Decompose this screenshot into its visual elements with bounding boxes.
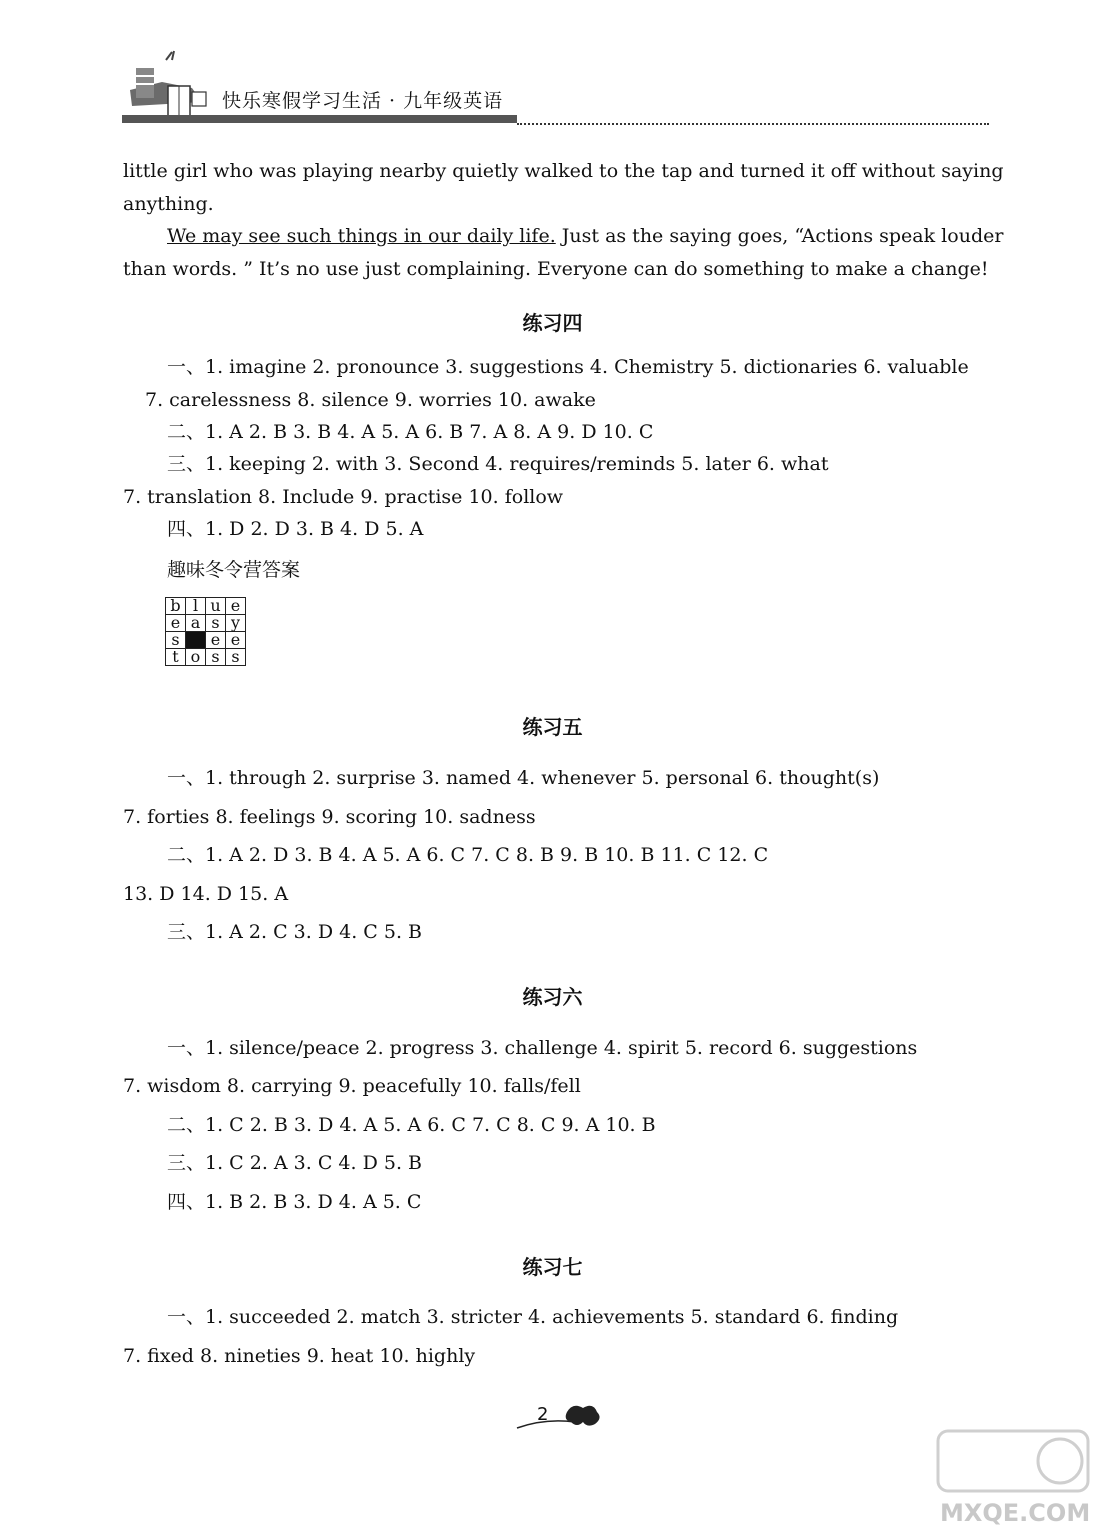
watermark-logo [930,1425,1100,1531]
answer-line: 7. fixed 8. nineties 9. heat 10. highly [123,1345,476,1367]
intro-line: little girl who was playing nearby quietly walked to the tap and turned it off without saying [123,160,1004,182]
watermark-text: MXQE.COM [940,1499,1091,1527]
answer-line: 三、1. A 2. C 3. D 4. C 5. B [167,921,422,943]
underlined-sentence: We may see such things in our daily life. [167,225,556,247]
answer-line: 7. forties 8. feelings 9. scoring 10. sadness [123,806,536,828]
section-title-6: 练习六 [522,985,583,1009]
answer-line: 三、1. keeping 2. with 3. Second 4. requires/reminds 5. later 6. what [167,453,829,475]
section-title-5: 练习五 [522,715,583,739]
section-title-4: 练习四 [522,311,583,335]
intro-line: than words. ” It’s no use just complaining. Everyone can do something to make a change! [123,257,989,280]
section-title-7: 练习七 [522,1255,583,1279]
fun-camp-label: 趣味冬令营答案 [167,559,301,581]
intro-line: We may see such things in our daily life. Just as the saying goes, “Actions speak louder [167,225,1004,247]
answer-line: 一、1. silence/peace 2. progress 3. challenge 4. spirit 5. record 6. suggestions [167,1037,918,1059]
answer-line: 一、1. succeeded 2. match 3. stricter 4. achievements 5. standard 6. finding [167,1306,899,1328]
intro-paragraph [123,155,1004,285]
answer-line: 7. wisdom 8. carrying 9. peacefully 10. falls/fell [123,1075,581,1097]
header-logo [122,42,232,120]
answer-line: 13. D 14. D 15. A [123,883,289,905]
page-number-ornament [515,1400,605,1434]
answer-line: 7. translation 8. Include 9. practise 10. follow [123,486,564,508]
header-dotted-rule [517,123,989,125]
header-bar [122,115,517,123]
header-title: 快乐寒假学习生活 · 九年级英语 [222,90,504,112]
answer-line: 四、1. B 2. B 3. D 4. A 5. C [167,1191,422,1213]
answer-line: 7. carelessness 8. silence 9. worries 10. awake [145,389,596,411]
answer-line: 一、1. through 2. surprise 3. named 4. whenever 5. personal 6. thought(s) [167,767,880,789]
page-number: 2 [537,1404,549,1425]
answer-line: 二、1. C 2. B 3. D 4. A 5. A 6. C 7. C 8. C 9. A 10. B [167,1114,656,1136]
answer-line: 二、1. A 2. D 3. B 4. A 5. A 6. C 7. C 8. B 9. B 10. B 11. C 12. C [167,844,769,866]
intro-line: anything. [123,192,214,215]
answer-line: 一、1. imagine 2. pronounce 3. suggestions 4. Chemistry 5. dictionaries 6. valuable [167,356,969,378]
answer-line: 三、1. C 2. A 3. C 4. D 5. B [167,1152,422,1174]
word-grid: b l u e e a s y s e e t o s s [165,597,246,666]
answer-line: 二、1. A 2. B 3. B 4. A 5. A 6. B 7. A 8. A 9. D 10. C [167,421,654,443]
answer-line: 四、1. D 2. D 3. B 4. D 5. A [167,518,424,540]
